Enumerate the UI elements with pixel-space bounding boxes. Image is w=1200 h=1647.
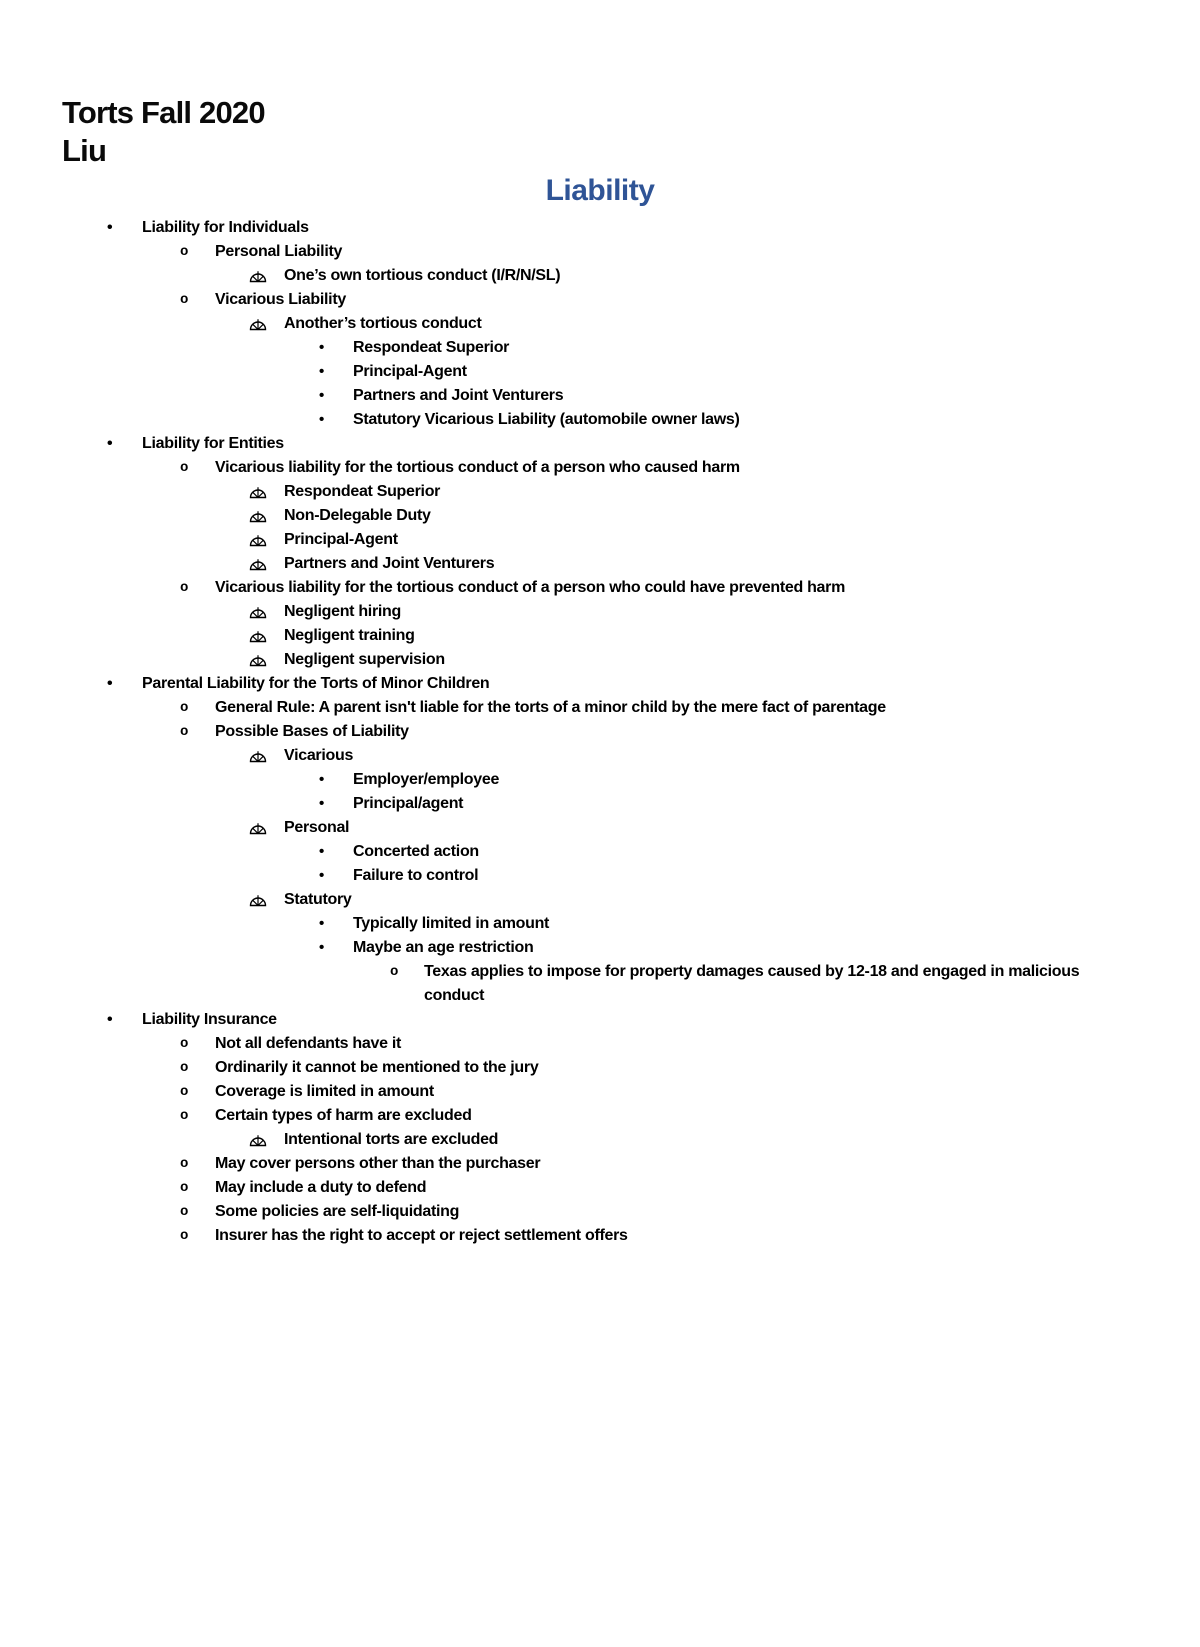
outline-item-level4 xyxy=(0,360,1200,384)
bullet-circle-icon: o xyxy=(180,1036,189,1052)
outline-item-level3 xyxy=(0,888,1200,912)
fan-bullet-icon xyxy=(248,1133,268,1148)
outline-item-text: Coverage is limited in amount xyxy=(215,1083,434,1100)
bullet-disc-icon: • xyxy=(319,939,324,956)
doc-subtitle: Liu xyxy=(62,133,107,168)
bullet-disc-icon: • xyxy=(319,363,324,380)
fan-bullet-icon xyxy=(248,533,268,548)
outline-item-level3 xyxy=(0,648,1200,672)
bullet-disc-icon: • xyxy=(107,675,113,692)
outline-item-level1 xyxy=(0,432,1200,456)
outline-item-text: Liability Insurance xyxy=(142,1011,277,1028)
bullet-circle-icon: o xyxy=(180,1180,189,1196)
outline-item-level3 xyxy=(0,744,1200,768)
outline-item-text: Parental Liability for the Torts of Minor Children xyxy=(142,675,490,692)
outline-item-level2 xyxy=(0,1032,1200,1056)
bullet-circle-icon: o xyxy=(180,292,189,308)
outline-item-text: One’s own tortious conduct (I/R/N/SL) xyxy=(284,267,561,284)
bullet-circle-icon: o xyxy=(180,1156,189,1172)
bullet-disc-icon: • xyxy=(107,1011,113,1028)
outline-item-level4 xyxy=(0,384,1200,408)
outline-item-text: Employer/employee xyxy=(353,771,500,788)
outline-item-text: Vicarious Liability xyxy=(215,291,346,308)
outline-item-level2 xyxy=(0,288,1200,312)
outline-item-level2 xyxy=(0,696,1200,720)
outline-item-level3 xyxy=(0,816,1200,840)
outline-item-level2 xyxy=(0,1056,1200,1080)
outline-item-level3 xyxy=(0,1128,1200,1152)
outline-item-level5 xyxy=(0,960,1200,1008)
outline-item-level4 xyxy=(0,840,1200,864)
outline-item-level2 xyxy=(0,456,1200,480)
outline-item-level2 xyxy=(0,1176,1200,1200)
outline-item-text: Possible Bases of Liability xyxy=(215,723,409,740)
fan-bullet-icon xyxy=(248,485,268,500)
outline-item-level2 xyxy=(0,1104,1200,1128)
outline-item-level1 xyxy=(0,216,1200,240)
outline-item-level3 xyxy=(0,600,1200,624)
outline-item-level3 xyxy=(0,528,1200,552)
bullet-circle-icon: o xyxy=(180,1084,189,1100)
outline-item-level2 xyxy=(0,240,1200,264)
outline-item-text: Principal/agent xyxy=(353,795,464,812)
outline-item-text: Ordinarily it cannot be mentioned to the jury xyxy=(215,1059,539,1076)
bullet-circle-icon: o xyxy=(390,964,399,980)
doc-title: Torts Fall 2020 xyxy=(62,95,265,130)
doc-title-block xyxy=(62,94,1200,170)
outline-item-level2 xyxy=(0,1200,1200,1224)
document-page xyxy=(0,94,1200,1647)
bullet-disc-icon: • xyxy=(319,387,324,404)
outline-item-level3 xyxy=(0,504,1200,528)
outline-item-level2 xyxy=(0,1152,1200,1176)
outline-item-text: Personal Liability xyxy=(215,243,343,260)
bullet-disc-icon: • xyxy=(319,915,324,932)
outline-item-text: Non-Delegable Duty xyxy=(284,507,431,524)
fan-bullet-icon xyxy=(248,317,268,332)
outline-item-level1 xyxy=(0,1008,1200,1032)
section-heading: Liability xyxy=(545,174,655,207)
bullet-circle-icon: o xyxy=(180,1204,189,1220)
outline-item-text: Liability for Individuals xyxy=(142,219,309,236)
outline-item-level4 xyxy=(0,336,1200,360)
bullet-circle-icon: o xyxy=(180,244,189,260)
bullet-circle-icon: o xyxy=(180,724,189,740)
outline-item-level3 xyxy=(0,480,1200,504)
fan-bullet-icon xyxy=(248,509,268,524)
outline-item-level4 xyxy=(0,408,1200,432)
bullet-disc-icon: • xyxy=(319,339,324,356)
outline-item-text: Certain types of harm are excluded xyxy=(215,1107,472,1124)
fan-bullet-icon xyxy=(248,629,268,644)
bullet-disc-icon: • xyxy=(107,219,113,236)
bullet-circle-icon: o xyxy=(180,1108,189,1124)
outline-item-text: Negligent hiring xyxy=(284,603,401,620)
outline-item-level2 xyxy=(0,1080,1200,1104)
fan-bullet-icon xyxy=(248,269,268,284)
outline-item-text: Texas applies to impose for property damages caused by 12-18 and engaged in malicious conduct xyxy=(424,963,1080,1004)
bullet-circle-icon: o xyxy=(180,700,189,716)
bullet-circle-icon: o xyxy=(180,1228,189,1244)
outline-item-level4 xyxy=(0,936,1200,960)
outline-item-text: Principal-Agent xyxy=(284,531,398,548)
fan-bullet-icon xyxy=(248,749,268,764)
outline-item-text: Vicarious liability for the tortious conduct of a person who could have prevented harm xyxy=(215,579,846,596)
bullet-disc-icon: • xyxy=(319,867,324,884)
outline-item-text: Another’s tortious conduct xyxy=(284,315,482,332)
outline-item-level4 xyxy=(0,792,1200,816)
outline-item-level4 xyxy=(0,912,1200,936)
outline-item-text: Statutory Vicarious Liability (automobile owner laws) xyxy=(353,411,740,428)
outline-item-text: Personal xyxy=(284,819,350,836)
outline-item-level4 xyxy=(0,768,1200,792)
outline-item-text: Intentional torts are excluded xyxy=(284,1131,499,1148)
bullet-disc-icon: • xyxy=(319,843,324,860)
outline-item-text: May cover persons other than the purchaser xyxy=(215,1155,541,1172)
outline-item-level2 xyxy=(0,720,1200,744)
outline-item-text: Maybe an age restriction xyxy=(353,939,534,956)
outline-item-text: Liability for Entities xyxy=(142,435,284,452)
outline-list xyxy=(0,216,1200,1248)
outline-item-text: Vicarious liability for the tortious conduct of a person who caused harm xyxy=(215,459,740,476)
outline-item-level3 xyxy=(0,264,1200,288)
outline-item-text: Statutory xyxy=(284,891,352,908)
outline-item-text: General Rule: A parent isn't liable for the torts of a minor child by the mere fact of parentage xyxy=(215,699,886,716)
outline-item-text: Negligent training xyxy=(284,627,415,644)
bullet-circle-icon: o xyxy=(180,580,189,596)
fan-bullet-icon xyxy=(248,557,268,572)
bullet-circle-icon: o xyxy=(180,460,189,476)
outline-item-text: Respondeat Superior xyxy=(353,339,510,356)
outline-item-level2 xyxy=(0,576,1200,600)
outline-item-text: Insurer has the right to accept or reject settlement offers xyxy=(215,1227,628,1244)
outline-item-level2 xyxy=(0,1224,1200,1248)
fan-bullet-icon xyxy=(248,653,268,668)
bullet-disc-icon: • xyxy=(319,795,324,812)
bullet-disc-icon: • xyxy=(319,411,324,428)
bullet-disc-icon: • xyxy=(107,435,113,452)
outline-item-level3 xyxy=(0,312,1200,336)
outline-item-text: Partners and Joint Venturers xyxy=(284,555,495,572)
outline-item-text: Not all defendants have it xyxy=(215,1035,402,1052)
outline-item-level3 xyxy=(0,624,1200,648)
outline-item-text: Some policies are self-liquidating xyxy=(215,1203,460,1220)
fan-bullet-icon xyxy=(248,605,268,620)
bullet-circle-icon: o xyxy=(180,1060,189,1076)
outline-item-level3 xyxy=(0,552,1200,576)
bullet-disc-icon: • xyxy=(319,771,324,788)
outline-item-text: Negligent supervision xyxy=(284,651,445,668)
outline-item-text: Principal-Agent xyxy=(353,363,467,380)
fan-bullet-icon xyxy=(248,821,268,836)
outline-item-level1 xyxy=(0,672,1200,696)
outline-item-level4 xyxy=(0,864,1200,888)
outline-item-text: Failure to control xyxy=(353,867,479,884)
outline-item-text: Partners and Joint Venturers xyxy=(353,387,564,404)
outline-item-text: Respondeat Superior xyxy=(284,483,441,500)
outline-item-text: Vicarious xyxy=(284,747,354,764)
outline-item-text: Typically limited in amount xyxy=(353,915,550,932)
fan-bullet-icon xyxy=(248,893,268,908)
outline-item-text: Concerted action xyxy=(353,843,479,860)
outline-item-text: May include a duty to defend xyxy=(215,1179,427,1196)
